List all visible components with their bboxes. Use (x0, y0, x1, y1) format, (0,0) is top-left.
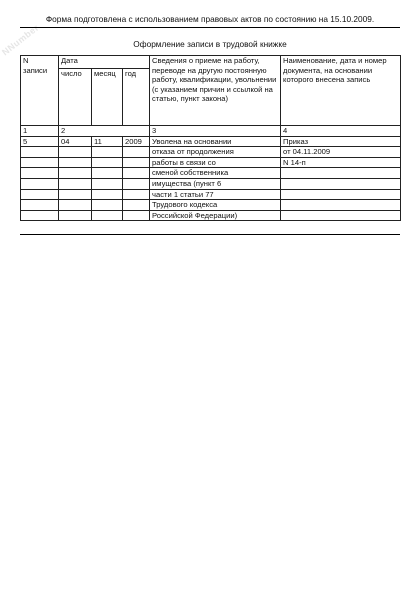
table-row (21, 178, 401, 189)
empty-cell (92, 157, 123, 168)
empty-cell (21, 210, 59, 221)
table-row (21, 168, 401, 179)
entry-info-line: Уволена на основании (150, 136, 281, 147)
entry-document-line (281, 178, 401, 189)
table-row (21, 157, 401, 168)
empty-cell (92, 178, 123, 189)
empty-cell (21, 189, 59, 200)
entry-info-line: Трудового кодекса (150, 200, 281, 211)
entry-document-line: от 04.11.2009 (281, 147, 401, 158)
header-record-number (21, 56, 59, 126)
entry-month: 11 (92, 136, 123, 147)
empty-cell (123, 200, 150, 211)
empty-cell (59, 168, 92, 179)
empty-cell (92, 189, 123, 200)
entry-number: 5 (21, 136, 59, 147)
empty-cell (21, 157, 59, 168)
entry-day: 04 (59, 136, 92, 147)
watermark-text: NNumber (0, 22, 41, 58)
bottom-divider (20, 234, 400, 235)
header-document-label: Наименование, дата и номер документа, на основании которого внесена запись (283, 56, 387, 85)
entry-info-line: отказа от продолжения (150, 147, 281, 158)
empty-cell (123, 210, 150, 221)
empty-cell (92, 147, 123, 158)
column-number-1: 1 (21, 126, 59, 137)
entry-document-line: Приказ (281, 136, 401, 147)
empty-cell (92, 210, 123, 221)
empty-cell (59, 210, 92, 221)
entry-document-line: N 14-п (281, 157, 401, 168)
empty-cell (92, 168, 123, 179)
entry-document-line (281, 189, 401, 200)
entry-info-line: имущества (пункт 6 (150, 178, 281, 189)
entry-info-line: части 1 статьи 77 (150, 189, 281, 200)
empty-cell (92, 200, 123, 211)
table-row (21, 210, 401, 221)
entry-document-line (281, 168, 401, 179)
empty-cell (21, 200, 59, 211)
empty-cell (21, 168, 59, 179)
header-info-label: Сведения о приеме на работу, переводе на другую постоянную работу, квалификации, увольнении (с указанием причин и ссылкой на статью, пункт закона) (152, 56, 277, 104)
empty-cell (59, 200, 92, 211)
table-row (21, 147, 401, 158)
empty-cell (59, 189, 92, 200)
empty-cell (59, 147, 92, 158)
entry-document-line (281, 210, 401, 221)
column-number-3: 3 (150, 126, 281, 137)
header-date: Дата (59, 56, 150, 69)
column-number-2: 2 (59, 126, 150, 137)
table-row (21, 189, 401, 200)
header-info (150, 56, 281, 126)
empty-cell (59, 157, 92, 168)
header-year: год (123, 69, 150, 126)
empty-cell (123, 157, 150, 168)
entry-info-line: сменой собственника (150, 168, 281, 179)
empty-cell (123, 147, 150, 158)
empty-cell (21, 147, 59, 158)
empty-cell (21, 178, 59, 189)
header-note: Форма подготовлена с использованием правовых актов по состоянию на 15.10.2009. (45, 14, 375, 24)
employment-record-table (20, 55, 401, 221)
table-row (21, 136, 401, 147)
top-divider (20, 27, 400, 28)
empty-cell (123, 189, 150, 200)
empty-cell (123, 178, 150, 189)
table-row (21, 200, 401, 211)
document-title: Оформление записи в трудовой книжке (133, 39, 287, 49)
empty-cell (123, 168, 150, 179)
header-record-number-label: N записи (23, 56, 48, 75)
empty-cell (59, 178, 92, 189)
entry-info-line: работы в связи со (150, 157, 281, 168)
header-day: число (59, 69, 92, 126)
entry-document-line (281, 200, 401, 211)
entry-year: 2009 (123, 136, 150, 147)
header-document (281, 56, 401, 126)
column-number-4: 4 (281, 126, 401, 137)
header-month: месяц (92, 69, 123, 126)
entry-info-line: Российской Федерации) (150, 210, 281, 221)
